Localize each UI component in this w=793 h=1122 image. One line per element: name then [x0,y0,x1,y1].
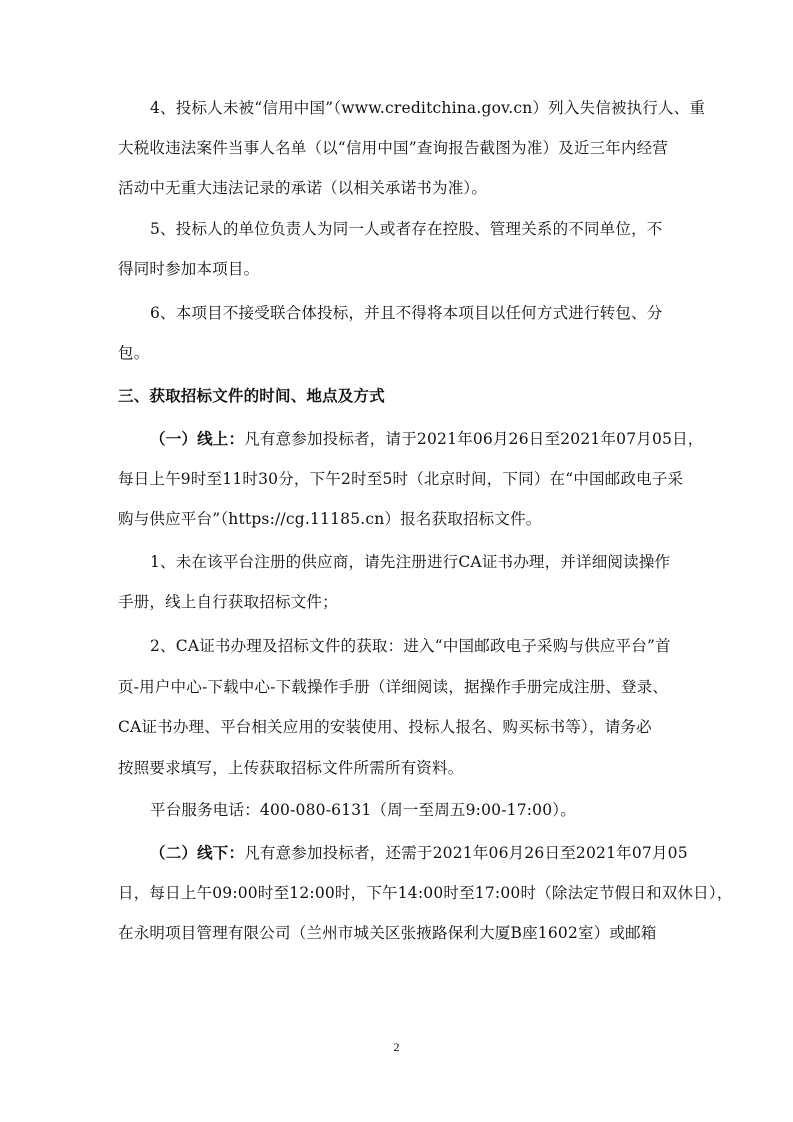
paragraph-line: 2、CA证书办理及招标文件的获取：进入“中国邮政电子采购与供应平台”首 [150,637,671,655]
online-section-text: 凡有意参加投标者，请于2021年06月26日至2021年07月05日， [244,430,704,448]
paragraph-line [150,428,704,450]
paragraph-line [150,842,688,864]
paragraph-line: 手册，线上自行获取招标文件； [118,593,338,611]
paragraph-line: 得同时参加本项目。 [118,260,260,278]
online-section-label: （一）线上： [150,429,245,448]
paragraph-line: 购与供应平台”（https://cg.11185.cn）报名获取招标文件。 [118,510,542,528]
paragraph-line: 在永明项目管理有限公司（兰州市城关区张掖路保利大厦B座1602室）或邮箱 [118,924,657,942]
section-heading: 三、获取招标文件的时间、地点及方式 [118,386,385,405]
paragraph-line: 平台服务电话：400-080-6131（周一至周五9:00-17:00）。 [150,801,576,819]
paragraph-line: 包。 [118,344,150,362]
paragraph-line: CA证书办理、平台相关应用的安装使用、投标人报名、购买标书等），请务必 [118,718,652,736]
paragraph-line: 日，每日上午09:00时至12:00时，下午14:00时至17:00时（除法定节假日和双休日）， [118,884,733,902]
paragraph-line: 5、投标人的单位负责人为同一人或者存在控股、管理关系的不同单位，不 [150,220,663,238]
paragraph-line: 页-用户中心-下载中心-下载操作手册（详细阅读，据操作手册完成注册、登录、 [118,678,669,696]
offline-section-text: 凡有意参加投标者，还需于2021年06月26日至2021年07月05 [244,844,688,862]
paragraph-line: 活动中无重大违法记录的承诺（以相关承诺书为准）。 [118,179,488,197]
offline-section-label: （二）线下： [150,843,245,862]
page-number: 2 [393,1040,400,1054]
paragraph-line: 4、投标人未被“信用中国”（www.creditchina.gov.cn）列入失信被执行人、重 [150,99,706,117]
paragraph-line: 6、本项目不接受联合体投标，并且不得将本项目以任何方式进行转包、分 [150,304,663,322]
paragraph-line: 每日上午9时至11时30分，下午2时至5时（北京时间，下同）在“中国邮政电子采 [118,470,684,488]
paragraph-line: 按照要求填写，上传获取招标文件所需所有资料。 [118,759,464,777]
paragraph-line: 大税收违法案件当事人名单（以“信用中国”查询报告截图为准）及近三年内经营 [118,139,669,157]
paragraph-line: 1、未在该平台注册的供应商，请先注册进行CA证书办理，并详细阅读操作 [150,553,671,571]
